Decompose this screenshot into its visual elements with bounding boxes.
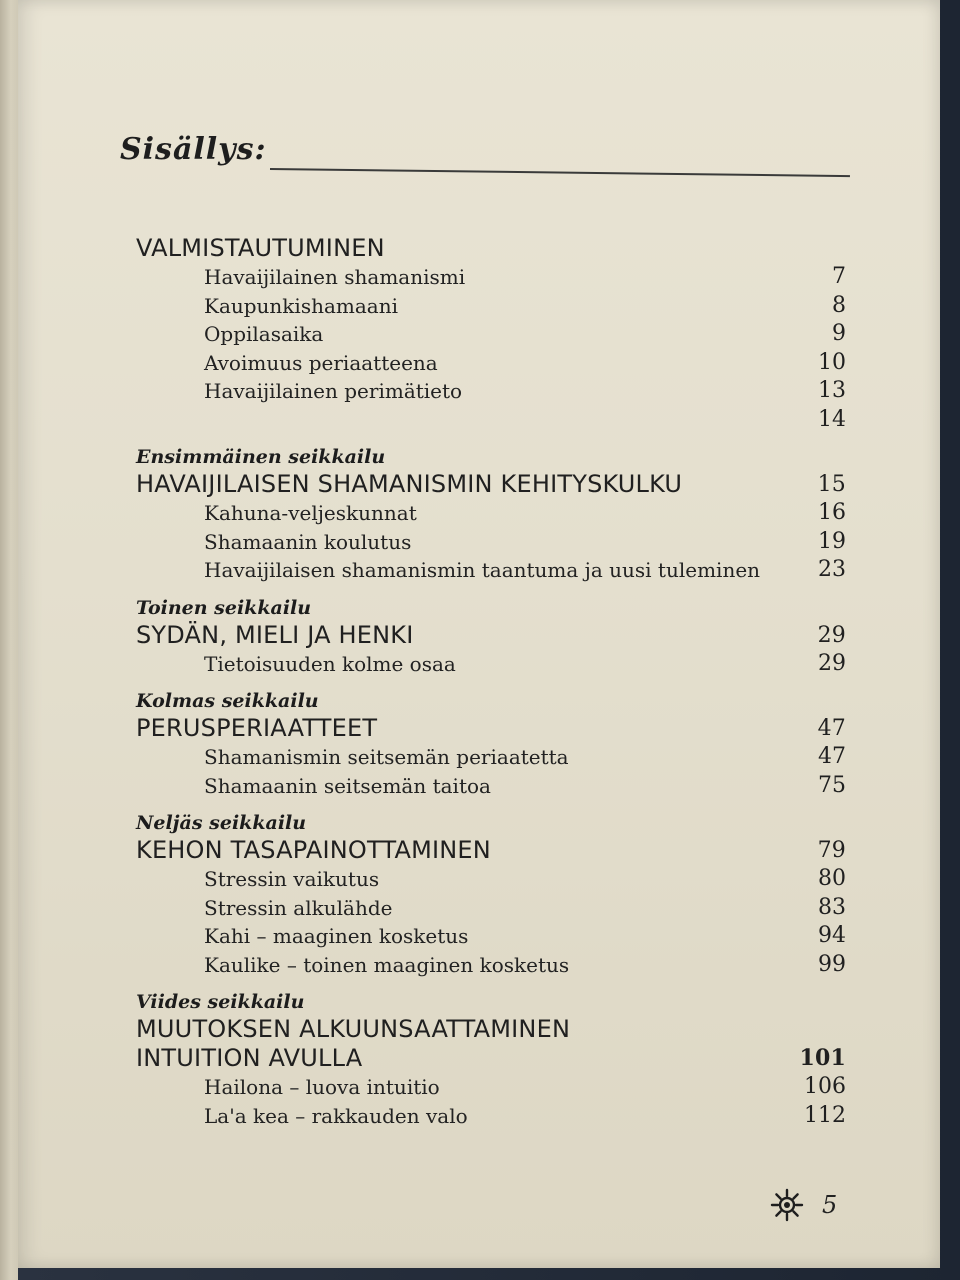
entry-page-number: 47 — [818, 744, 846, 769]
toc-section — [136, 688, 846, 800]
toc-entry — [136, 951, 846, 980]
entry-title: Tietoisuuden kolme osaa — [204, 651, 456, 676]
entry-page-number: 23 — [818, 557, 846, 582]
entry-title: Kahuna-veljeskunnat — [204, 501, 417, 525]
chapter-page-number: 15 — [817, 472, 846, 497]
entry-title: Shamaanin seitsemän taitoa — [204, 773, 491, 798]
entry-title: Kaulike – toinen maaginen kosketus — [204, 952, 570, 977]
chapter-title-line: INTUITION AVULLA — [136, 1044, 363, 1072]
toc-header — [120, 132, 860, 192]
entry-page-number: 99 — [818, 951, 846, 977]
toc-entry — [136, 556, 846, 585]
chapter-title-line: HAVAIJILAISEN SHAMANISMIN KEHITYSKULKU — [136, 470, 683, 498]
chapter-title — [136, 1015, 796, 1073]
book-page — [18, 0, 940, 1268]
entry-title: Hailona – luova intuitio — [204, 1075, 440, 1099]
entry-page-number: 13 — [818, 378, 846, 403]
chapter-page-number: 29 — [817, 622, 846, 648]
chapter-page-number: 101 — [799, 1045, 846, 1071]
page-number: 5 — [822, 1191, 838, 1219]
toc-section — [136, 810, 846, 979]
entry-page-number: 10 — [818, 349, 846, 375]
entry-page-number: 83 — [818, 894, 846, 920]
toc-entry — [136, 499, 846, 528]
adventure-heading: Kolmas seikkailu — [136, 690, 319, 712]
entry-page-number: 80 — [818, 866, 846, 891]
chapter-title-line: SYDÄN, MIELI JA HENKI — [136, 620, 414, 649]
toc-entry — [136, 320, 846, 349]
toc-entry — [136, 349, 846, 378]
toc-entry — [136, 406, 846, 435]
entry-title: Stressin vaikutus — [204, 867, 380, 891]
chapter-row — [136, 1015, 846, 1073]
entry-page-number: 7 — [832, 264, 846, 289]
entry-page-number: 16 — [818, 500, 846, 525]
page-title: Sisällys: — [120, 132, 267, 167]
toc-entry — [136, 772, 846, 801]
toc-entry — [136, 1073, 846, 1102]
chapter-title-line: PERUSPERIAATTEET — [136, 714, 378, 742]
chapter-row — [136, 234, 846, 263]
entry-title: Shamaanin koulutus — [204, 529, 412, 554]
entry-title: Havaijilaisen shamanismin taantuma ja uusi tuleminen — [204, 558, 761, 582]
adventure-heading: Toinen seikkailu — [136, 596, 312, 619]
toc-entry — [136, 377, 846, 406]
entry-page-number: 9 — [832, 321, 846, 346]
toc-section — [136, 444, 846, 585]
chapter-row — [136, 621, 846, 650]
chapter-page-number: 47 — [817, 716, 846, 741]
toc-entry — [136, 1102, 846, 1131]
adventure-heading: Viides seikkailu — [136, 991, 305, 1013]
entry-page-number: 112 — [804, 1102, 846, 1128]
entry-title: Avoimuus periaatteena — [204, 350, 438, 375]
table-of-contents — [136, 234, 846, 1140]
chapter-row — [136, 470, 846, 499]
chapter-title — [136, 470, 796, 499]
toc-entry — [136, 292, 846, 321]
chapter-title — [136, 714, 796, 743]
sun-ornament-icon — [770, 1188, 804, 1222]
chapter-title — [136, 621, 796, 650]
page-edge — [0, 0, 18, 1280]
page-footer — [770, 1188, 837, 1222]
toc-entry — [136, 650, 846, 679]
title-rule — [270, 168, 850, 177]
entry-page-number: 106 — [804, 1074, 846, 1099]
chapter-title-line: VALMISTAUTUMINEN — [136, 234, 385, 262]
entry-page-number: 29 — [818, 650, 846, 676]
chapter-title — [136, 234, 796, 263]
toc-section — [136, 234, 846, 434]
chapter-page-number: 79 — [817, 838, 846, 863]
toc-entry — [136, 528, 846, 557]
adventure-heading: Neljäs seikkailu — [136, 812, 307, 834]
entry-title: Shamanismin seitsemän periaatetta — [204, 745, 569, 769]
toc-entry — [136, 263, 846, 292]
entry-title: Havaijilainen perimätieto — [204, 379, 463, 403]
toc-entry — [136, 894, 846, 923]
entry-title: Stressin alkulähde — [204, 895, 393, 920]
toc-entry — [136, 922, 846, 951]
entry-title: Kaupunkishamaani — [204, 293, 398, 318]
toc-entry — [136, 865, 846, 894]
entry-page-number: 75 — [818, 772, 846, 798]
entry-title: Havaijilainen shamanismi — [204, 265, 466, 289]
entry-title: La'a kea – rakkauden valo — [204, 1103, 468, 1128]
chapter-row — [136, 714, 846, 743]
entry-page-number: 14 — [818, 406, 846, 432]
chapter-title-line: KEHON TASAPAINOTTAMINEN — [136, 836, 491, 864]
chapter-row — [136, 836, 846, 865]
chapter-title-line: MUUTOKSEN ALKUUNSAATTAMINEN — [136, 1015, 571, 1043]
toc-entry — [136, 743, 846, 772]
chapter-title — [136, 836, 796, 865]
entry-title: Kahi – maaginen kosketus — [204, 924, 469, 948]
entry-page-number: 19 — [818, 528, 846, 554]
entry-page-number: 8 — [832, 292, 846, 318]
adventure-heading: Ensimmäinen seikkailu — [136, 446, 386, 468]
entry-title: Oppilasaika — [204, 322, 324, 346]
toc-section — [136, 595, 846, 679]
entry-page-number: 94 — [818, 923, 846, 948]
toc-section — [136, 989, 846, 1130]
